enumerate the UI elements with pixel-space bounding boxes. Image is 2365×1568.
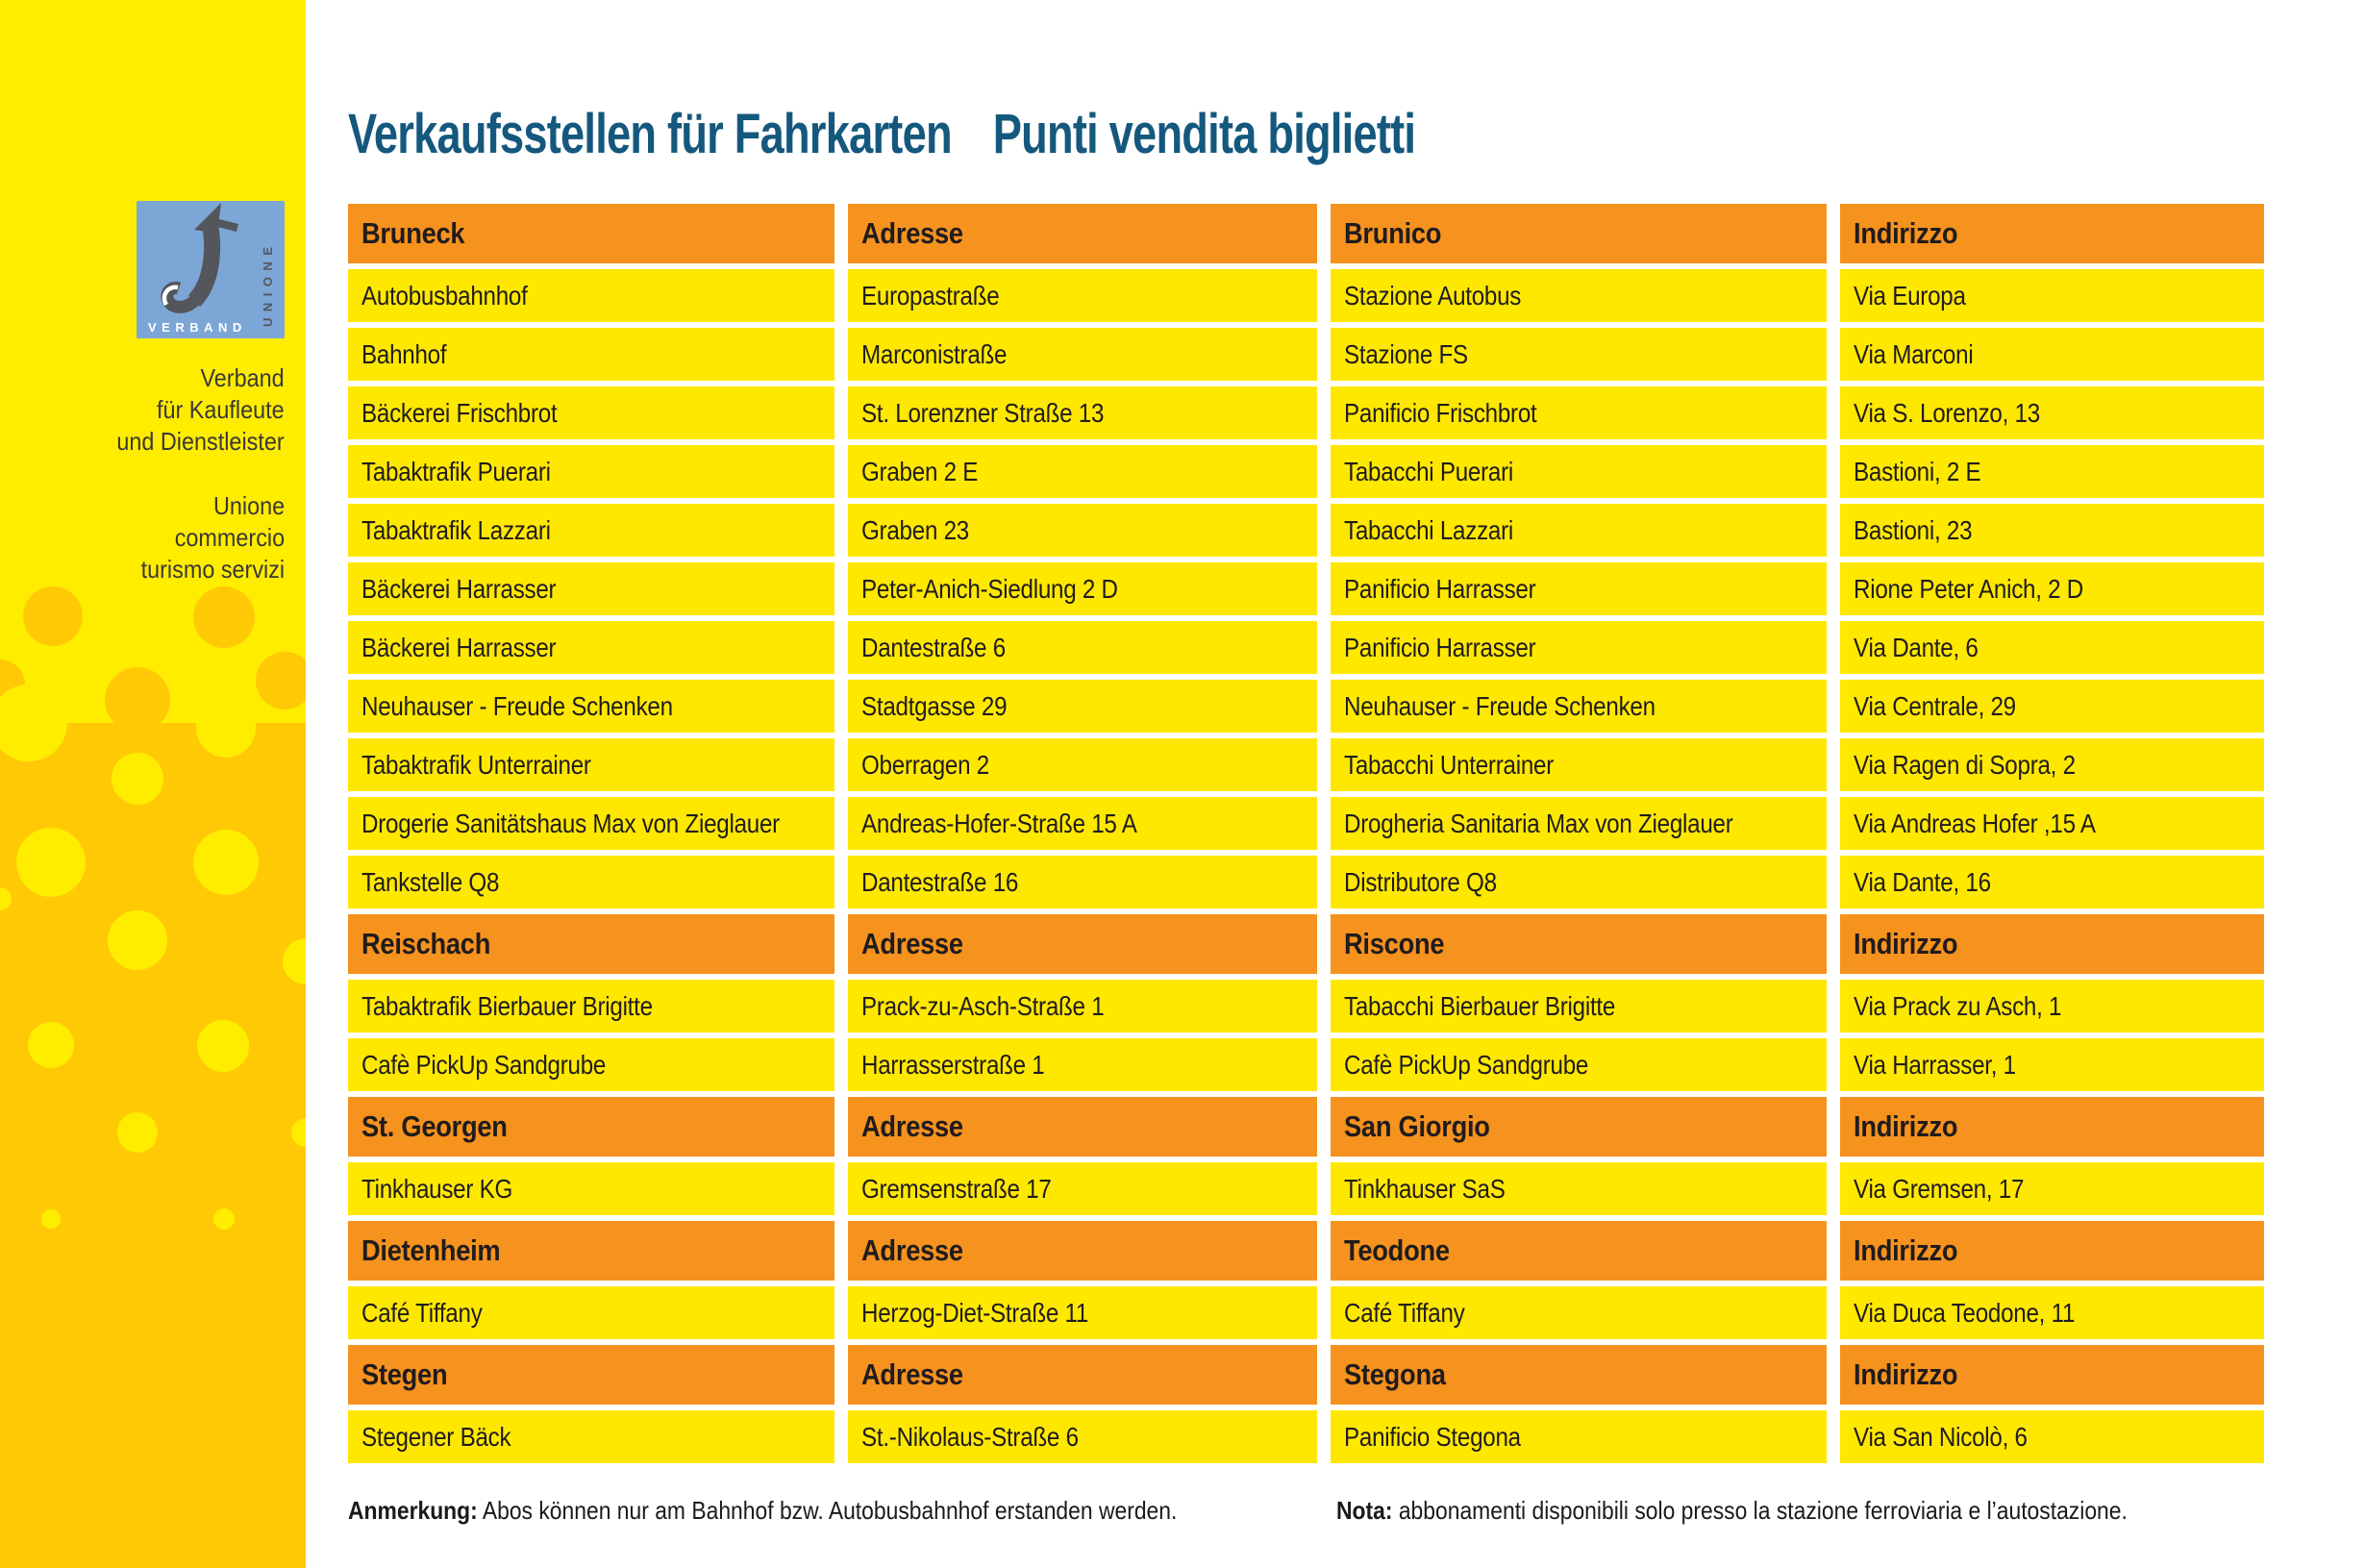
- section-header-cell-text: Brunico: [1344, 216, 1442, 250]
- table-cell-text: Stazione FS: [1344, 338, 1468, 369]
- table-cell-text: Panificio Harrasser: [1344, 573, 1536, 604]
- table-cell: [848, 562, 1317, 615]
- table-cell-text: Via San Nicolò, 6: [1854, 1421, 2028, 1452]
- table-cell: [348, 621, 834, 674]
- table-cell: [848, 1038, 1317, 1091]
- table-cell-text: Harrasserstraße 1: [861, 1049, 1045, 1080]
- ticket-sales-points-table: [348, 204, 2224, 1463]
- table-cell: [1840, 856, 2264, 908]
- table-cell-text: Tabacchi Bierbauer Brigitte: [1344, 990, 1616, 1021]
- table-cell: [1331, 680, 1827, 733]
- table-cell-text: Tabacchi Puerari: [1344, 456, 1514, 486]
- page-title: [348, 102, 1415, 166]
- section-header-cell-text: Indirizzo: [1854, 1233, 1958, 1267]
- table-cell: [1331, 621, 1827, 674]
- table-cell-text: Panificio Harrasser: [1344, 632, 1536, 662]
- table-cell-text: Dantestraße 6: [861, 632, 1006, 662]
- table-cell: [1840, 1162, 2264, 1215]
- section-header-cell: [1331, 204, 1827, 263]
- table-cell-text: Via Duca Teodone, 11: [1854, 1297, 2076, 1328]
- table-cell-text: Herzog-Diet-Straße 11: [861, 1297, 1089, 1328]
- table-cell-text: St.-Nikolaus-Straße 6: [861, 1421, 1079, 1452]
- section-header-cell: [348, 204, 834, 263]
- table-cell: [348, 1286, 834, 1339]
- org-line: für Kaufleute: [157, 395, 285, 424]
- section-header-cell: [848, 914, 1317, 974]
- section-header-cell: [848, 1221, 1317, 1281]
- org-name-german: [117, 362, 285, 458]
- table-cell-text: Cafè PickUp Sandgrube: [361, 1049, 607, 1080]
- table-cell-text: Dantestraße 16: [861, 866, 1019, 897]
- table-cell-text: Prack-zu-Asch-Straße 1: [861, 990, 1105, 1021]
- section-header-cell-text: Teodone: [1344, 1233, 1450, 1267]
- table-cell: [848, 1162, 1317, 1215]
- table-cell-text: Rione Peter Anich, 2 D: [1854, 573, 2084, 604]
- table-cell-text: Tabaktrafik Puerari: [361, 456, 551, 486]
- table-cell-text: Via Dante, 16: [1854, 866, 1991, 897]
- table-cell-text: Bastioni, 23: [1854, 514, 1973, 545]
- section-header-cell: [1840, 1345, 2264, 1405]
- section-header-cell: [1331, 1097, 1827, 1157]
- org-line: turismo servizi: [140, 555, 285, 584]
- table-cell-text: Bäckerei Harrasser: [361, 573, 557, 604]
- table-cell-text: Bäckerei Harrasser: [361, 632, 557, 662]
- table-cell-text: Via Gremsen, 17: [1854, 1173, 2025, 1204]
- section-header-cell-text: San Giorgio: [1344, 1109, 1490, 1143]
- section-header-cell-text: Adresse: [861, 216, 963, 250]
- table-cell: [1840, 269, 2264, 322]
- section-header-cell: [848, 1097, 1317, 1157]
- section-header-cell: [348, 914, 834, 974]
- table-cell-text: Neuhauser - Freude Schenken: [361, 690, 673, 721]
- table-cell: [1840, 562, 2264, 615]
- table-cell-text: Peter-Anich-Siedlung 2 D: [861, 573, 1118, 604]
- table-cell-text: Neuhauser - Freude Schenken: [1344, 690, 1656, 721]
- table-cell: [1840, 1038, 2264, 1091]
- table-cell-text: Tinkhauser SaS: [1344, 1173, 1506, 1204]
- table-cell: [1840, 980, 2264, 1033]
- table-cell: [1331, 562, 1827, 615]
- section-header-cell-text: Adresse: [861, 927, 963, 960]
- table-cell: [348, 386, 834, 439]
- table-cell: [848, 738, 1317, 791]
- table-cell: [1331, 1038, 1827, 1091]
- table-cell-text: Via S. Lorenzo, 13: [1854, 397, 2040, 428]
- table-cell-text: Tabacchi Unterrainer: [1344, 749, 1555, 780]
- table-cell: [1840, 621, 2264, 674]
- table-cell-text: Distributore Q8: [1344, 866, 1497, 897]
- table-cell-text: Marconistraße: [861, 338, 1008, 369]
- table-cell: [1331, 738, 1827, 791]
- table-cell-text: Via Prack zu Asch, 1: [1854, 990, 2062, 1021]
- org-line: Unione: [212, 491, 285, 520]
- section-header-cell: [1840, 1097, 2264, 1157]
- table-cell: [848, 328, 1317, 381]
- table-cell-text: Via Centrale, 29: [1854, 690, 2016, 721]
- table-cell-text: Tinkhauser KG: [361, 1173, 513, 1204]
- table-cell-text: Autobusbahnhof: [361, 280, 528, 311]
- logo-verband-label: VERBAND: [148, 320, 247, 335]
- note-german-text: Abos können nur am Bahnhof bzw. Autobusbahnhof erstanden werden.: [482, 1496, 1178, 1525]
- org-line: Verband: [200, 363, 285, 392]
- table-cell-text: Tabaktrafik Unterrainer: [361, 749, 591, 780]
- table-cell-text: Via Ragen di Sopra, 2: [1854, 749, 2076, 780]
- table-cell: [348, 269, 834, 322]
- table-cell-text: Via Harrasser, 1: [1854, 1049, 2016, 1080]
- table-cell: [1840, 738, 2264, 791]
- table-cell: [1331, 1410, 1827, 1463]
- org-name-italian: [140, 490, 285, 585]
- table-cell: [1331, 504, 1827, 557]
- section-header-cell-text: Reischach: [361, 927, 491, 960]
- section-header-cell-text: Adresse: [861, 1357, 963, 1391]
- table-cell-text: Graben 2 E: [861, 456, 979, 486]
- table-cell-text: Panificio Frischbrot: [1344, 397, 1537, 428]
- table-cell-text: Europastraße: [861, 280, 1000, 311]
- section-header-cell: [1331, 1345, 1827, 1405]
- note-italian-label: Nota:: [1336, 1496, 1393, 1525]
- section-header-cell: [848, 204, 1317, 263]
- logo-unione-label: UNIONE: [261, 240, 275, 327]
- table-cell-text: Panificio Stegona: [1344, 1421, 1521, 1452]
- section-header-cell-text: Bruneck: [361, 216, 465, 250]
- table-cell-text: Gremsenstraße 17: [861, 1173, 1052, 1204]
- table-cell-text: Café Tiffany: [1344, 1297, 1465, 1328]
- table-cell: [1840, 386, 2264, 439]
- table-cell: [348, 1038, 834, 1091]
- table-cell: [348, 738, 834, 791]
- table-cell-text: Bastioni, 2 E: [1854, 456, 1981, 486]
- table-cell-text: Bäckerei Frischbrot: [361, 397, 558, 428]
- section-header-cell: [1840, 1221, 2264, 1281]
- table-cell-text: Tabaktrafik Lazzari: [361, 514, 551, 545]
- table-cell: [348, 680, 834, 733]
- table-cell-text: Via Europa: [1854, 280, 1966, 311]
- table-cell-text: Via Andreas Hofer ,15 A: [1854, 808, 2096, 838]
- section-header-cell: [1840, 914, 2264, 974]
- section-header-cell: [1331, 1221, 1827, 1281]
- table-cell: [1331, 980, 1827, 1033]
- note-german-label: Anmerkung:: [348, 1496, 478, 1525]
- table-cell: [348, 797, 834, 850]
- table-cell-text: Stazione Autobus: [1344, 280, 1522, 311]
- table-cell: [848, 504, 1317, 557]
- section-header-cell: [348, 1221, 834, 1281]
- section-header-cell-text: Indirizzo: [1854, 927, 1958, 960]
- table-cell: [848, 797, 1317, 850]
- table-cell: [1331, 328, 1827, 381]
- table-cell: [1331, 445, 1827, 498]
- section-header-cell-text: Adresse: [861, 1109, 963, 1143]
- table-cell: [848, 445, 1317, 498]
- table-cell: [1840, 797, 2264, 850]
- table-cell: [1840, 1286, 2264, 1339]
- table-cell: [348, 856, 834, 908]
- section-header-cell-text: St. Georgen: [361, 1109, 508, 1143]
- table-cell: [348, 1410, 834, 1463]
- table-cell-text: Via Dante, 6: [1854, 632, 1979, 662]
- table-cell-text: Café Tiffany: [361, 1297, 483, 1328]
- section-header-cell: [848, 1345, 1317, 1405]
- table-cell: [348, 328, 834, 381]
- table-cell: [848, 1410, 1317, 1463]
- section-header-cell-text: Indirizzo: [1854, 1109, 1958, 1143]
- table-cell-text: Stadtgasse 29: [861, 690, 1008, 721]
- section-header-cell-text: Adresse: [861, 1233, 963, 1267]
- note-german: [348, 1496, 1177, 1526]
- section-header-cell-text: Indirizzo: [1854, 1357, 1958, 1391]
- table-cell: [848, 269, 1317, 322]
- table-cell: [1331, 1162, 1827, 1215]
- table-cell: [348, 562, 834, 615]
- section-header-cell: [1840, 204, 2264, 263]
- table-cell: [848, 386, 1317, 439]
- section-header-cell: [348, 1097, 834, 1157]
- table-cell: [1331, 797, 1827, 850]
- table-cell: [348, 980, 834, 1033]
- section-header-cell-text: Riscone: [1344, 927, 1445, 960]
- table-cell-text: Tankstelle Q8: [361, 866, 500, 897]
- table-cell-text: Stegener Bäck: [361, 1421, 511, 1452]
- sidebar: [0, 0, 306, 1568]
- section-header-cell: [1331, 914, 1827, 974]
- table-cell-text: Drogheria Sanitaria Max von Zieglauer: [1344, 808, 1733, 838]
- section-header-cell-text: Indirizzo: [1854, 216, 1958, 250]
- section-header-cell: [348, 1345, 834, 1405]
- table-cell: [1840, 328, 2264, 381]
- note-italian: [1336, 1496, 2128, 1526]
- table-cell: [1331, 1286, 1827, 1339]
- table-cell-text: Tabaktrafik Bierbauer Brigitte: [361, 990, 653, 1021]
- table-cell: [1331, 269, 1827, 322]
- table-cell: [348, 504, 834, 557]
- table-cell-text: Andreas-Hofer-Straße 15 A: [861, 808, 1137, 838]
- section-header-cell-text: Dietenheim: [361, 1233, 501, 1267]
- table-cell: [348, 445, 834, 498]
- table-cell: [848, 621, 1317, 674]
- table-cell: [1840, 504, 2264, 557]
- table-cell-text: Oberragen 2: [861, 749, 989, 780]
- table-cell-text: Tabacchi Lazzari: [1344, 514, 1514, 545]
- table-cell-text: Drogerie Sanitätshaus Max von Zieglauer: [361, 808, 780, 838]
- table-cell: [848, 1286, 1317, 1339]
- table-cell: [848, 680, 1317, 733]
- table-cell-text: Graben 23: [861, 514, 969, 545]
- page-title-german: Verkaufsstellen für Fahrkarten: [348, 103, 952, 165]
- table-cell: [848, 856, 1317, 908]
- page-title-italian: Punti vendita biglietti: [992, 103, 1416, 165]
- table-cell: [1840, 1410, 2264, 1463]
- org-line: commercio: [174, 523, 285, 552]
- org-logo: [137, 201, 285, 338]
- table-cell: [1331, 856, 1827, 908]
- table-cell: [1331, 386, 1827, 439]
- table-cell: [1840, 445, 2264, 498]
- org-line: und Dienstleister: [116, 427, 285, 456]
- table-cell: [848, 980, 1317, 1033]
- section-header-cell-text: Stegen: [361, 1357, 448, 1391]
- table-cell: [1840, 680, 2264, 733]
- table-cell: [348, 1162, 834, 1215]
- table-cell-text: Via Marconi: [1854, 338, 1974, 369]
- section-header-cell-text: Stegona: [1344, 1357, 1446, 1391]
- table-cell-text: St. Lorenzner Straße 13: [861, 397, 1105, 428]
- table-cell-text: Bahnhof: [361, 338, 447, 369]
- note-italian-text: abbonamenti disponibili solo presso la stazione ferroviaria e l’autostazione.: [1398, 1496, 2128, 1525]
- table-cell-text: Cafè PickUp Sandgrube: [1344, 1049, 1589, 1080]
